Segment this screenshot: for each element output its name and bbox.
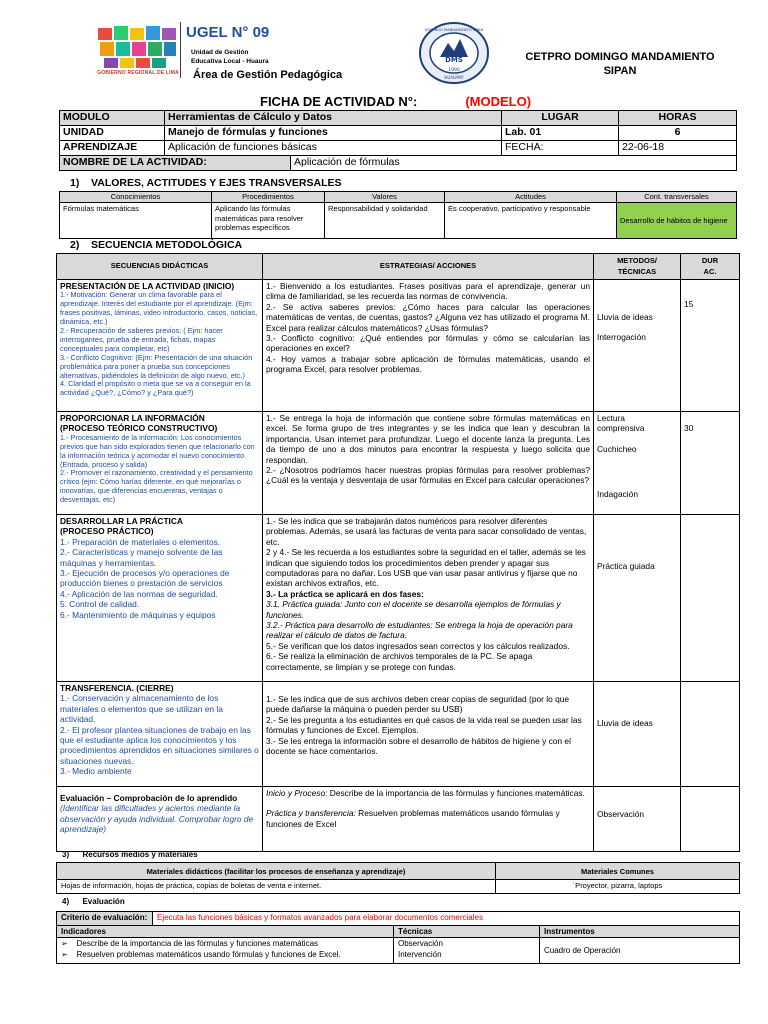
ugel-subtitle-line-2: Educativa Local - Huaura — [191, 58, 269, 65]
indicador-1 — [61, 938, 389, 949]
evaluacion-header-tecnicas: Técnicas — [394, 926, 540, 938]
criterio-row — [57, 912, 740, 926]
inicio-action-4: 4.- Hoy vamos a trabajar sobre aplicación de fórmulas matemáticas, usando el programa Excel, para resolver problemas. — [266, 353, 590, 375]
practico-title-2: (PROCESO PRÁCTICO) — [60, 526, 154, 537]
indicador-2 — [61, 949, 389, 960]
unidad-label: UNIDAD — [60, 126, 165, 141]
secuencia-table — [56, 253, 740, 852]
secuencia-row-evaluacion — [57, 787, 740, 852]
ficha-title — [260, 94, 531, 109]
inicio-action-2: 2.- Se activa saberes previos: ¿Cómo haces para calcular las operaciones matemáticas de ventas, de cuentas, gastos? ¿Alguna vez has utilizado el programa M. Excel para realizar cálculos matemáticos? ¿Usas fórmulas? — [266, 301, 590, 333]
evaluacion-indicadores-cell — [57, 938, 394, 964]
evaluacion-action-1-lead: Inicio y Proceso: — [266, 788, 328, 798]
inicio-detail-1: 1.- Motivación: Generar un clima favorable para el aprendizaje. Interés del estudiante por el aprendizaje. (Ejm: frases positivas, láminas, video introductorio, casos, noticias, dinámica, etc.) — [60, 290, 258, 327]
ugel-title: UGEL N° 09 — [186, 24, 270, 41]
evaluacion-action-1 — [266, 788, 590, 798]
transferencia-sequence-cell — [57, 682, 263, 787]
section-2-number: 2) — [70, 239, 80, 251]
nombre-actividad-label: NOMBRE DE LA ACTIVIDAD: — [60, 156, 291, 171]
secuencia-row-practico — [57, 515, 740, 682]
valores-header-row — [60, 192, 737, 203]
teorico-detail-2: 2.- Promover el razonamiento, creatividad y el pensamiento crítico (ejm: Cómo harías diferente, en qué mejorarías o innovarías, que diferencias encuentras, ventajas o desventajas, etc) — [60, 468, 253, 505]
school-seal-logo — [418, 21, 490, 85]
evaluacion-body-row — [57, 938, 740, 964]
section-3-title: Recursos medios y materiales — [82, 850, 198, 859]
recursos-header-comunes: Materiales Comunes — [496, 863, 740, 880]
section-4-title: Evaluación — [82, 897, 125, 906]
transferencia-technique-1: Lluvia de ideas — [597, 718, 653, 728]
recursos-header-didacticos: Materiales didácticos (facilitar los procesos de enseñanza y aprendizaje) — [57, 863, 496, 880]
transferencia-detail-2: 2.- El profesor plantea situaciones de trabajo en las que el estudiante aplica los conocimientos y los procedimientos aprendidos en situaciones similares o situaciones nuevas. — [60, 724, 259, 766]
evaluacion-action-1-text: Describe de la importancia de las fórmulas y funciones matemáticas. — [327, 788, 585, 798]
valores-header-procedimientos: Procedimientos — [212, 192, 325, 203]
practico-detail-2: 2.- Características y manejo solvente de las máquinas y herramientas. — [60, 547, 223, 568]
transferencia-techniques-cell — [594, 682, 681, 787]
section-3-number: 3) — [62, 850, 70, 859]
section-2-title: SECUENCIA METODOLÓGICA — [91, 239, 243, 251]
practico-technique-1: Práctica guiada — [597, 561, 655, 571]
transferencia-action-1: 1.- Se les indica que de sus archivos deben crear copias de seguridad (por lo que puede dañarse la máquina o pueden perder su USB) — [266, 694, 570, 715]
practico-detail-6: 6.- Mantenimiento de máquinas y equipos — [60, 609, 216, 620]
practico-techniques-cell — [594, 515, 681, 682]
teorico-technique-4: Indagación — [597, 489, 638, 500]
school-name — [500, 50, 740, 78]
header-divider — [180, 22, 181, 78]
inicio-technique-2: Interrogación — [597, 332, 646, 343]
seal-year: 1990 — [448, 68, 460, 73]
transferencia-detail-3: 3.- Medio ambiente — [60, 766, 132, 777]
duracion-header-line-1: DUR — [701, 256, 719, 266]
valores-cell-transversales: Desarrollo de hábitos de higiene — [617, 203, 737, 239]
aprendizaje-label: APRENDIZAJE — [60, 141, 165, 156]
practico-title-1: DESARROLLAR LA PRÁCTICA — [60, 516, 183, 526]
fecha-label: FECHA: — [502, 141, 619, 156]
criterio-value: Ejecuta las funciones básicas y formatos avanzados para elaborar documentos comerciales — [153, 912, 740, 926]
valores-header-valores: Valores — [325, 192, 445, 203]
practico-sequence-cell — [57, 515, 263, 682]
transferencia-actions-cell — [263, 682, 594, 787]
valores-cell-procedimientos: Aplicando las fórmulas matemáticas para resolver problemas específicos — [212, 203, 325, 239]
teorico-techniques-cell — [594, 412, 681, 515]
transferencia-action-3: 3.- Se les entrega la información sobre el desarrollo de hábitos de higiene y con el docente se hace comentarios. — [266, 735, 571, 757]
practico-action-3-2: 3.2.- Práctica para desarrollo de estudiantes: Se entrega la hoja de operación para realizar el cálculo de datos de factura. — [266, 620, 573, 641]
secuencia-header-secuencias: SECUENCIAS DIDÁCTICAS — [57, 254, 263, 280]
section-2-heading — [70, 239, 242, 251]
fecha-value: 22-06-18 — [619, 141, 737, 156]
ugel-subtitle-line-1: Unidad de Gestión — [191, 49, 249, 56]
school-name-line-2: SIPAN — [603, 65, 637, 77]
section-1-heading — [70, 177, 342, 189]
lugar-value: Lab. 01 — [502, 126, 619, 141]
recursos-row — [57, 880, 740, 894]
school-name-line-1: CETPRO DOMINGO MANDAMIENTO — [525, 51, 715, 63]
seal-top-text: DOMINGO MANDAMIENTO SIPAN — [424, 28, 484, 32]
duracion-header-line-2: AC. — [703, 266, 717, 276]
recursos-didacticos: Hojas de información, hojas de práctica, copias de boletas de venta e internet. — [57, 880, 496, 894]
inicio-action-1: 1.- Bienvenido a los estudiantes. Frases positivas para el aprendizaje, generar un clima de familiaridad, se les recuerda las normas de convivencia. — [266, 281, 590, 302]
evaluacion-table — [56, 911, 740, 964]
teorico-technique-3: Cuchicheo — [597, 443, 637, 454]
seal-bottom-text: HUALMAY — [444, 75, 464, 80]
section-1-title: VALORES, ACTITUDES Y EJES TRANSVERSALES — [91, 177, 342, 189]
inicio-action-3: 3.- Conflicto cognitivo: ¿Qué entiendes por fórmulas y cómo se calcularían las operaciones en excel? — [266, 333, 590, 354]
transferencia-duration-cell — [681, 682, 740, 787]
indicador-1-bullet: ➢ — [61, 939, 68, 948]
valores-cell-valores: Responsabilidad y solidaridad — [325, 203, 445, 239]
modulo-label: MODULO — [60, 111, 165, 126]
section-1-number: 1) — [70, 177, 80, 189]
evaluacion-action-2-text: Resuelven problemas matemáticos usando fórmulas y funciones de Excel — [266, 808, 560, 829]
teorico-detail-1: 1.- Procesamiento de la información: Los conocimientos previos que han sido explorados tienen que relacionarlo con la información teórica y acomodar el nuevo conocimiento (Entrada, proceso y salida) — [60, 432, 255, 469]
info-row-unidad — [60, 126, 737, 141]
indicador-2-text: Resuelven problemas matemáticos usando fórmulas y funciones de Excel. — [76, 950, 341, 959]
secuencia-header-estrategias: ESTRATEGIAS/ ACCIONES — [263, 254, 594, 280]
evaluacion-header-row — [57, 926, 740, 938]
evaluacion-sequence-cell — [57, 787, 263, 852]
teorico-duration-cell: 30 — [681, 412, 740, 515]
valores-header-transversales: Cont. transversales — [617, 192, 737, 203]
evaluacion-tecnicas-cell — [394, 938, 540, 964]
transferencia-action-2: 2.- Se les pregunta a los estudiantes en qué casos de la vida real se pueden usar las fórmulas y funciones de Excel. Ejemplos. — [266, 714, 582, 736]
criterio-label: Criterio de evaluación: — [57, 912, 153, 926]
inicio-title: PRESENTACIÓN DE LA ACTIVIDAD (INICIO) — [60, 281, 235, 291]
ficha-title-text: FICHA DE ACTIVIDAD N°: — [260, 94, 418, 109]
seal-mark-text: DMS — [445, 56, 463, 64]
practico-actions-cell — [263, 515, 594, 682]
teorico-action-2: 2.- ¿Nosotros podríamos hacer nuestras propias fórmulas para resolver problemas? ¿Cuál es la ventaja y desventaja de usar fórmulas en Excel para calcular operaciones? — [266, 465, 590, 486]
evaluacion-duration-cell — [681, 787, 740, 852]
indicador-2-bullet: ➢ — [61, 950, 68, 959]
inicio-technique-1: Lluvia de ideas — [597, 312, 653, 322]
inicio-actions-cell — [263, 280, 594, 412]
practico-action-6: 6.- Se realiza la eliminación de archivos temporales de la PC. Se apaga correctamente, se limpian y se protege con fundas. — [266, 651, 533, 672]
inicio-detail-3: 3.- Conflicto Cognitivo: (Ejm: Presentación de una situación problemática para poner a prueba sus concepciones alternativas, pidiéndoles la definición de algo nuevo, etc.) — [60, 352, 253, 380]
valores-header-conocimientos: Conocimientos — [60, 192, 212, 203]
secuencia-header-duracion — [681, 254, 740, 280]
practico-action-3: 3.- La práctica se aplicará en dos fases: — [266, 588, 424, 599]
teorico-title-2: (PROCESO TEÓRICO CONSTRUCTIVO) — [60, 423, 218, 434]
teorico-technique-2: comprensiva — [597, 423, 645, 434]
valores-table — [59, 191, 737, 239]
valores-header-actitudes: Actitudes — [445, 192, 617, 203]
practico-detail-4: 4.- Aplicación de las normas de seguridad. — [60, 588, 218, 599]
practico-action-3-1: 3.1. Práctica guiada: Junto con el docente se desarrolla ejemplos de fórmulas y funciones. — [266, 599, 561, 620]
secuencia-row-inicio — [57, 280, 740, 412]
teorico-action-1: 1.- Se entrega la hoja de información que contiene sobre fórmulas matemáticas en excel. Se forma grupo de tres integrantes y se les indica que lean y descubran la importancia. Usan internet para profundizar. Luego el docente lanza la pregunta. Les da tiempo de uno a dos minutos para encontrar la respuesta y luego solicita que respondan. — [266, 413, 590, 465]
evaluacion-action-2-lead: Práctica y transferencia: — [266, 808, 356, 819]
teorico-technique-1: Lectura — [597, 413, 625, 423]
lugar-label: LUGAR — [502, 111, 619, 126]
teorico-title-1: PROPORCIONAR LA INFORMACIÓN — [60, 413, 205, 423]
horas-value: 6 — [619, 126, 737, 141]
indicador-1-text: Describe de la importancia de las fórmulas y funciones matemáticas — [76, 939, 319, 948]
metodos-header-line-2: TÉCNICAS — [617, 266, 657, 276]
transferencia-detail-1: 1.- Conservación y almacenamiento de los materiales o elementos que se utilizan en la actividad. — [60, 693, 223, 725]
evaluacion-header-instrumentos: Instrumentos — [540, 926, 740, 938]
evaluacion-detail: (Identificar las dificultades y aciertos mediante la observación y ayuda individual. Comprobar logro de aprendizaje) — [60, 803, 254, 835]
section-3-heading — [62, 850, 198, 859]
evaluacion-instrumento: Cuadro de Operación — [540, 938, 740, 964]
recursos-table — [56, 862, 740, 894]
practico-action-5: 5.- Se verifican que los datos ingresados sean correctos y los cálculos realizados. — [266, 640, 570, 651]
inicio-detail-2: 2.- Recuperación de saberes previos: ( Ejm: hacer interrogantes, prueba de entrada, fichas, mapas conceptuales para completar, etc) — [60, 326, 223, 353]
secuencia-row-teorico — [57, 412, 740, 515]
ficha-modelo: (MODELO) — [465, 94, 532, 109]
modulo-value: Herramientas de Cálculo y Datos — [165, 111, 502, 126]
horas-label: HORAS — [619, 111, 737, 126]
valores-row — [60, 203, 737, 239]
valores-cell-actitudes: Es cooperativo, participativo y responsable — [445, 203, 617, 239]
recursos-comunes: `Proyector, pizarra, laptops — [496, 880, 740, 894]
practico-action-1: 1.- Se les indica que se trabajarán datos numéricos para resolver diferentes problemas. Además, se usará las facturas de venta para sacar consolidado de ventas, etc. — [266, 516, 587, 547]
tecnica-1: Observación — [398, 939, 443, 948]
valores-cell-conocimientos: Fórmulas matemáticas — [60, 203, 212, 239]
evaluacion-technique-1: Observación — [597, 809, 645, 819]
practico-detail-3: 3.- Ejecución de procesos y/o operaciones de producción bienes o prestación de servicios — [60, 568, 230, 589]
teorico-sequence-cell — [57, 412, 263, 515]
secuencia-header-row — [57, 254, 740, 280]
info-row-aprendizaje — [60, 141, 737, 156]
evaluacion-techniques-cell — [594, 787, 681, 852]
section-4-number: 4) — [62, 897, 70, 906]
practico-detail-5: 5. Control de calidad. — [60, 599, 140, 610]
inicio-duration-cell: 15 — [681, 280, 740, 412]
transferencia-title: TRANSFERENCIA. (CIERRE) — [60, 683, 174, 693]
practico-duration-cell — [681, 515, 740, 682]
evaluacion-header-indicadores: Indicadores — [57, 926, 394, 938]
tecnica-2: Intervención — [398, 950, 442, 959]
unidad-value: Manejo de fórmulas y funciones — [165, 126, 502, 141]
aprendizaje-value: Aplicación de funciones básicas — [165, 141, 502, 156]
secuencia-header-metodos — [594, 254, 681, 280]
info-row-modulo — [60, 111, 737, 126]
section-4-heading — [62, 897, 125, 906]
info-row-nombre — [60, 156, 737, 171]
evaluacion-title: Evaluación – Comprobación de lo aprendido — [60, 793, 238, 803]
activity-info-table — [59, 110, 737, 171]
inicio-sequence-cell — [57, 280, 263, 412]
metodos-header-line-1: METODOS/ — [617, 256, 657, 266]
gobierno-regional-label: GOBIERNO REGIONAL DE LIMA — [97, 70, 179, 76]
secuencia-row-transferencia — [57, 682, 740, 787]
inicio-techniques-cell — [594, 280, 681, 412]
inicio-detail-4: 4. Claridad el propósito o meta que se va a conseguir en la actividad ¿Qué?, ¿Cómo? y ¿Para qué?) — [60, 379, 251, 398]
practico-detail-1: 1.- Preparación de materiales o elementos. — [60, 536, 221, 547]
practico-action-2: 2 y 4.- Se les recuerda a los estudiantes sobre la seguridad en el taller, además se les indican que siguiendo todos los procedimientos deben prender y apagar sus computadoras para no dañar. Los USB que van usar pasar antivirus y fijarse que no existan archivos extraños, etc. — [266, 547, 586, 589]
ugel-subtitle — [191, 48, 269, 66]
nombre-actividad-value: Aplicación de fórmulas — [291, 156, 737, 171]
evaluacion-action-2 — [266, 808, 590, 829]
area-gestion-pedagogica: Área de Gestión Pedagógica — [193, 69, 343, 81]
evaluacion-actions-cell — [263, 787, 594, 852]
teorico-actions-cell — [263, 412, 594, 515]
recursos-header-row — [57, 863, 740, 880]
